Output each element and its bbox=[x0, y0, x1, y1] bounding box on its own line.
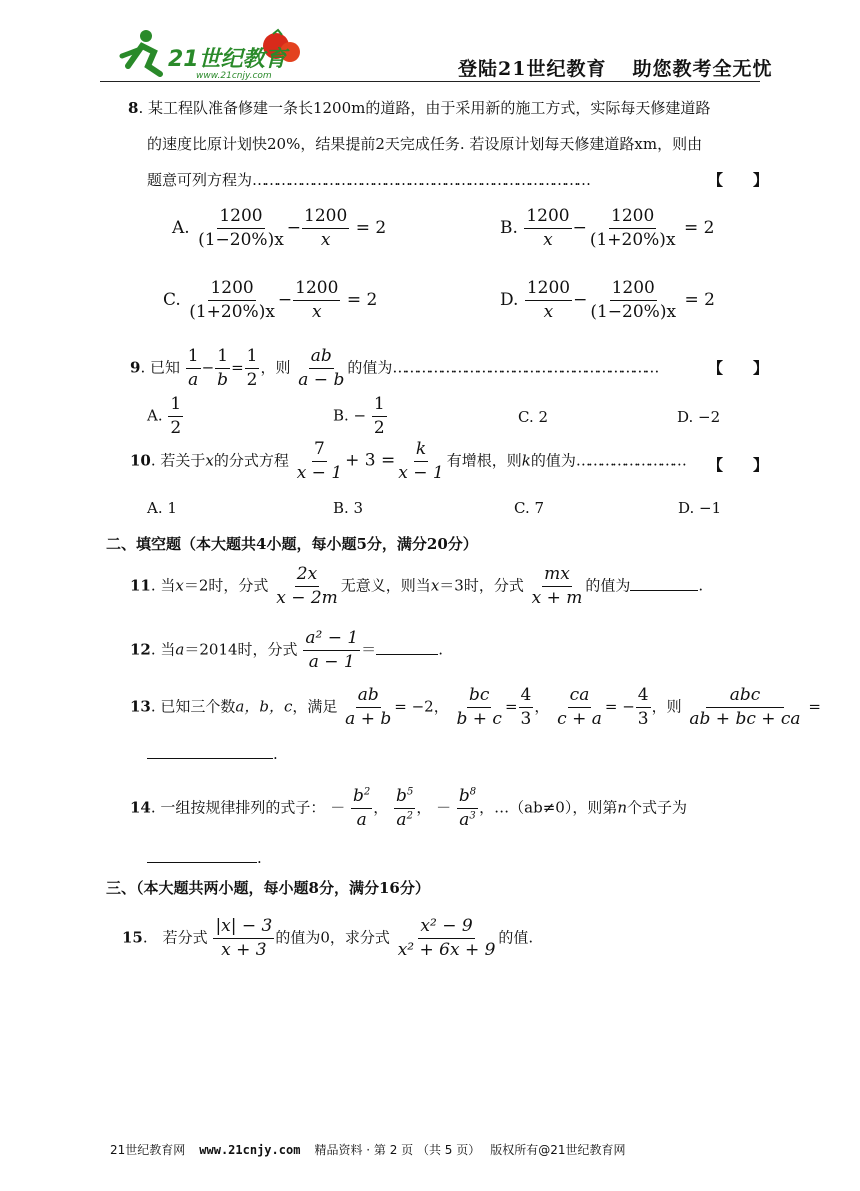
fraction-denominator: x + m bbox=[531, 588, 583, 608]
q10-text: . 若关于 bbox=[150, 451, 206, 470]
q8-answer-bracket: 【 】 bbox=[708, 171, 769, 189]
operator: − bbox=[573, 290, 588, 310]
fraction-denominator: (1+20%)x bbox=[589, 230, 676, 250]
fraction-denominator: x bbox=[543, 230, 553, 250]
q15-text: 的值. bbox=[498, 928, 534, 947]
q8-line3 bbox=[147, 170, 588, 190]
fraction-numerator: 1 bbox=[372, 396, 387, 417]
q8-line2: 的速度比原计划快20%，结果提前2天完成任务. 若设原计划每天修建道路xm，则由 bbox=[147, 135, 703, 153]
fraction-denominator: ab + bc + ca bbox=[689, 709, 801, 729]
q9-text: 的值为 bbox=[347, 358, 393, 377]
option-label: C. bbox=[163, 290, 181, 310]
q9-text: ，则 bbox=[260, 358, 291, 377]
plus-three: + 3 = bbox=[345, 450, 396, 471]
q9-dots: ………………………………………………………… bbox=[392, 358, 657, 377]
q15-text: 的值为0，求分式 bbox=[275, 928, 390, 947]
fraction-denominator: x − 2m bbox=[276, 588, 338, 608]
q13-eq: = bbox=[808, 697, 821, 716]
logo-text: 21世纪教育 bbox=[168, 47, 287, 72]
rhs: = 2 bbox=[684, 290, 715, 310]
fraction-denominator: 3 bbox=[637, 709, 649, 729]
q14-stem: 14. 一组按规律排列的式子： － $\frac{b^2}{a}$ ， $\frac{b^5}{a^2}$ ， － $\frac{b^8}{a^3}$ ，…（ab≠0），则第n个式子为 bbox=[130, 786, 688, 830]
neg-sign: － bbox=[436, 798, 452, 817]
q8-dots: ………………………………………………………………………… bbox=[252, 171, 589, 189]
footer-copyright: 版权所有@21世纪教育网 bbox=[490, 1143, 626, 1157]
fraction-numerator: abc bbox=[706, 687, 785, 708]
operator: − bbox=[286, 218, 302, 238]
operator: − bbox=[277, 290, 293, 310]
fraction-numerator: mx bbox=[542, 566, 572, 587]
fraction-denominator: x bbox=[543, 302, 554, 322]
fraction-numerator: 7 bbox=[312, 441, 327, 462]
fraction-numerator: a² − 1 bbox=[303, 630, 360, 651]
fraction-denominator: 3 bbox=[520, 709, 532, 729]
rhs: = 2 bbox=[346, 290, 378, 310]
fraction-numerator: x² − 9 bbox=[418, 918, 474, 939]
footer-site-name: 21世纪教育网 bbox=[110, 1143, 186, 1157]
fraction-numerator: |x| − 3 bbox=[213, 918, 274, 939]
fraction-denominator: x bbox=[320, 230, 331, 250]
var-x: x bbox=[205, 451, 214, 470]
q11-text: ＝3时，分式 bbox=[439, 576, 524, 595]
fraction-denominator: 2 bbox=[246, 370, 258, 390]
q10-option-a: A. 1 bbox=[147, 499, 177, 517]
q11-text: . 当 bbox=[150, 576, 176, 595]
fraction-denominator: (1−20%)x bbox=[198, 230, 284, 250]
fraction-numerator: ab bbox=[356, 687, 381, 708]
q8-text-3: 题意可列方程为 bbox=[147, 171, 253, 189]
q12-end: . bbox=[438, 640, 443, 659]
fraction-numerator: bc bbox=[467, 687, 491, 708]
q11-text: 无意义，则当 bbox=[340, 576, 431, 595]
q15-number: 15 bbox=[122, 928, 143, 947]
q9-option-b bbox=[333, 396, 388, 437]
q10-option-d: D. −1 bbox=[678, 499, 722, 517]
logo-url: www.21cnjy.com bbox=[196, 71, 272, 81]
q13-end: . bbox=[273, 745, 278, 763]
q13-text: ，则 bbox=[651, 697, 682, 716]
neg-sign: － bbox=[330, 798, 346, 817]
fraction-denominator: (1+20%)x bbox=[189, 302, 275, 322]
q13-answer-blank[interactable] bbox=[147, 758, 273, 759]
q10-option-c: C. 7 bbox=[514, 499, 545, 517]
fraction-numerator: 4 bbox=[519, 687, 534, 708]
option-label: A. bbox=[147, 406, 163, 425]
fraction-numerator: 1 bbox=[186, 348, 201, 369]
q13-number: 13 bbox=[130, 697, 151, 716]
q14-text: ，…（ab≠0），则第 bbox=[479, 798, 618, 817]
site-logo bbox=[108, 26, 308, 82]
slogan-left: 登陆21世纪教育 bbox=[458, 58, 607, 80]
operator: − bbox=[572, 218, 587, 238]
q8-option-a bbox=[172, 208, 386, 249]
header-divider bbox=[100, 81, 760, 82]
fraction-numerator: 1200 bbox=[609, 208, 656, 229]
fraction-numerator: 1 bbox=[215, 348, 230, 369]
var-n: n bbox=[617, 798, 627, 817]
section-3-heading: 三、（本大题共两小题，每小题8分，满分16分） bbox=[106, 879, 430, 897]
fraction-denominator: a − b bbox=[298, 370, 345, 390]
fraction-denominator: b + c bbox=[456, 709, 502, 729]
q13-eq: = − bbox=[604, 697, 635, 716]
q12-number: 12 bbox=[130, 640, 151, 659]
fraction-numerator: 4 bbox=[636, 687, 651, 708]
q12-text: ＝ bbox=[361, 640, 377, 659]
fraction-numerator: 1200 bbox=[525, 280, 572, 301]
q11-answer-blank[interactable] bbox=[630, 590, 698, 591]
q9-answer-bracket: 【 】 bbox=[708, 359, 769, 377]
fraction-denominator: (1−20%)x bbox=[590, 302, 677, 322]
q14-number: 14 bbox=[130, 798, 151, 817]
fraction-numerator: k bbox=[414, 441, 428, 462]
fraction-denominator: x − 1 bbox=[296, 463, 343, 483]
q13-stem: 13. 已知三个数a，b，c，满足 $\frac{ab}{a + b}$ = −2， $\frac{bc}{b + c}$ = $\frac{4}{3}$ ， $\frac{ca}{c + a}$ = − $\frac{4}{3}$ ，则 $\frac{\text{abc}}{ab + bc + ca}$ = bbox=[130, 685, 821, 729]
fraction-numerator: 1 bbox=[168, 396, 183, 417]
q8-option-b bbox=[500, 208, 714, 249]
fraction-numerator: 1200 bbox=[524, 208, 571, 229]
fraction-numerator: 1 bbox=[245, 348, 260, 369]
q9-option-a bbox=[147, 396, 184, 437]
fraction-numerator: ca bbox=[568, 687, 592, 708]
q12-answer-blank[interactable] bbox=[376, 654, 438, 655]
q8-text-1: . 某工程队准备修建一条长1200m的道路，由于采用新的施工方式，实际每天修建道路 bbox=[138, 99, 711, 117]
fraction-denominator: 2 bbox=[170, 418, 182, 438]
var-k: k bbox=[521, 451, 531, 470]
q13-answer-line bbox=[147, 744, 278, 764]
fraction-denominator: a − 1 bbox=[308, 652, 355, 672]
q13-vars: a，b，c bbox=[235, 697, 293, 716]
q8-option-c bbox=[163, 280, 377, 321]
q13-text: ，满足 bbox=[292, 697, 338, 716]
q14-end: . bbox=[257, 849, 262, 867]
q11-end: . bbox=[698, 576, 704, 595]
q15-stem bbox=[122, 918, 533, 959]
q10-text: 的值为 bbox=[530, 451, 576, 470]
option-label: D. bbox=[500, 290, 519, 310]
q9-text: . 已知 bbox=[140, 358, 180, 377]
q11-number: 11 bbox=[130, 576, 151, 595]
q13-eq: = −2 bbox=[394, 697, 434, 716]
q12-stem: 12. 当a＝2014时，分式 $\frac{\text{a² − 1}}{a - 1}$ ＝ . bbox=[130, 628, 443, 672]
fraction-numerator: 1200 bbox=[208, 280, 255, 301]
q8-number: 8 bbox=[128, 99, 139, 117]
rhs: = 2 bbox=[355, 218, 387, 238]
q10-dots: ……………………… bbox=[575, 451, 684, 470]
q9-stem: 9. 已知 $\frac{1}{a}$ − $\frac{1}{b}$ = $\frac{1}{2}$ ，则 $\frac{ab}{a - b}$ 的值为………………………………………………………… bbox=[130, 346, 657, 390]
q12-text: . 当 bbox=[150, 640, 176, 659]
q10-text: 的分式方程 bbox=[213, 451, 289, 470]
q13-eq: = bbox=[504, 697, 518, 716]
q10-answer-bracket: 【 】 bbox=[708, 456, 769, 474]
rhs: = 2 bbox=[683, 218, 715, 238]
fraction-numerator: 1200 bbox=[217, 208, 264, 229]
q8-option-d bbox=[500, 280, 715, 321]
fraction-denominator: x² + 6x + 9 bbox=[397, 940, 496, 960]
q11-text: 的值为 bbox=[585, 576, 631, 595]
q14-text: . 一组按规律排列的式子： bbox=[150, 798, 326, 817]
q15-text: . 若分式 bbox=[142, 928, 208, 947]
fraction-denominator: a bbox=[188, 370, 199, 390]
q13-text: . 已知三个数 bbox=[150, 697, 236, 716]
q11-stem: 11. 当x＝2时，分式 $\frac{2x}{x - 2m}$ 无意义，则当x＝3时，分式 $\frac{mx}{x + m}$ 的值为 . bbox=[130, 564, 704, 608]
q8-line1 bbox=[128, 98, 710, 118]
fraction-numerator: 1200 bbox=[302, 208, 349, 229]
option-label: B. bbox=[500, 218, 518, 238]
fraction-numerator: ab bbox=[309, 348, 334, 369]
fraction-denominator: x − 1 bbox=[398, 463, 444, 483]
option-label: B. − bbox=[333, 406, 367, 425]
q12-text: ＝2014时，分式 bbox=[184, 640, 298, 659]
fraction-denominator: c + a bbox=[557, 709, 602, 729]
q14-answer-blank[interactable] bbox=[147, 862, 257, 863]
q10-number: 10 bbox=[130, 451, 151, 470]
fraction-denominator: b bbox=[217, 370, 229, 390]
fraction-denominator: x + 3 bbox=[221, 940, 267, 960]
q10-text: 有增根，则 bbox=[446, 451, 522, 470]
fraction-denominator: 2 bbox=[373, 418, 385, 438]
slogan-right: 助您教考全无忧 bbox=[632, 58, 773, 80]
footer-page-info: 精品资料 · 第 2 页 （共 5 页） bbox=[314, 1143, 481, 1157]
option-label: A. bbox=[172, 218, 190, 238]
q11-text: ＝2时，分式 bbox=[183, 576, 269, 595]
header-slogan bbox=[458, 54, 772, 81]
logo-graphic bbox=[108, 26, 308, 82]
q14-answer-line bbox=[147, 848, 262, 868]
section-2-heading: 二、填空题（本大题共4小题，每小题5分，满分20分） bbox=[106, 535, 478, 553]
fraction-numerator: 2x bbox=[295, 566, 319, 587]
q9-option-d: D. −2 bbox=[677, 408, 721, 426]
fraction-numerator: 1200 bbox=[293, 280, 340, 301]
footer-url[interactable]: www.21cnjy.com bbox=[199, 1143, 301, 1157]
q9-number: 9 bbox=[130, 358, 141, 377]
fraction-numerator: 1200 bbox=[610, 280, 657, 301]
page-footer bbox=[110, 1141, 626, 1158]
fraction-denominator: a + b bbox=[345, 709, 392, 729]
q10-stem bbox=[130, 441, 684, 482]
q9-option-c: C. 2 bbox=[518, 408, 549, 426]
fraction-denominator: x bbox=[312, 302, 322, 322]
q10-option-b: B. 3 bbox=[333, 499, 364, 517]
q14-text: 个式子为 bbox=[627, 798, 688, 817]
